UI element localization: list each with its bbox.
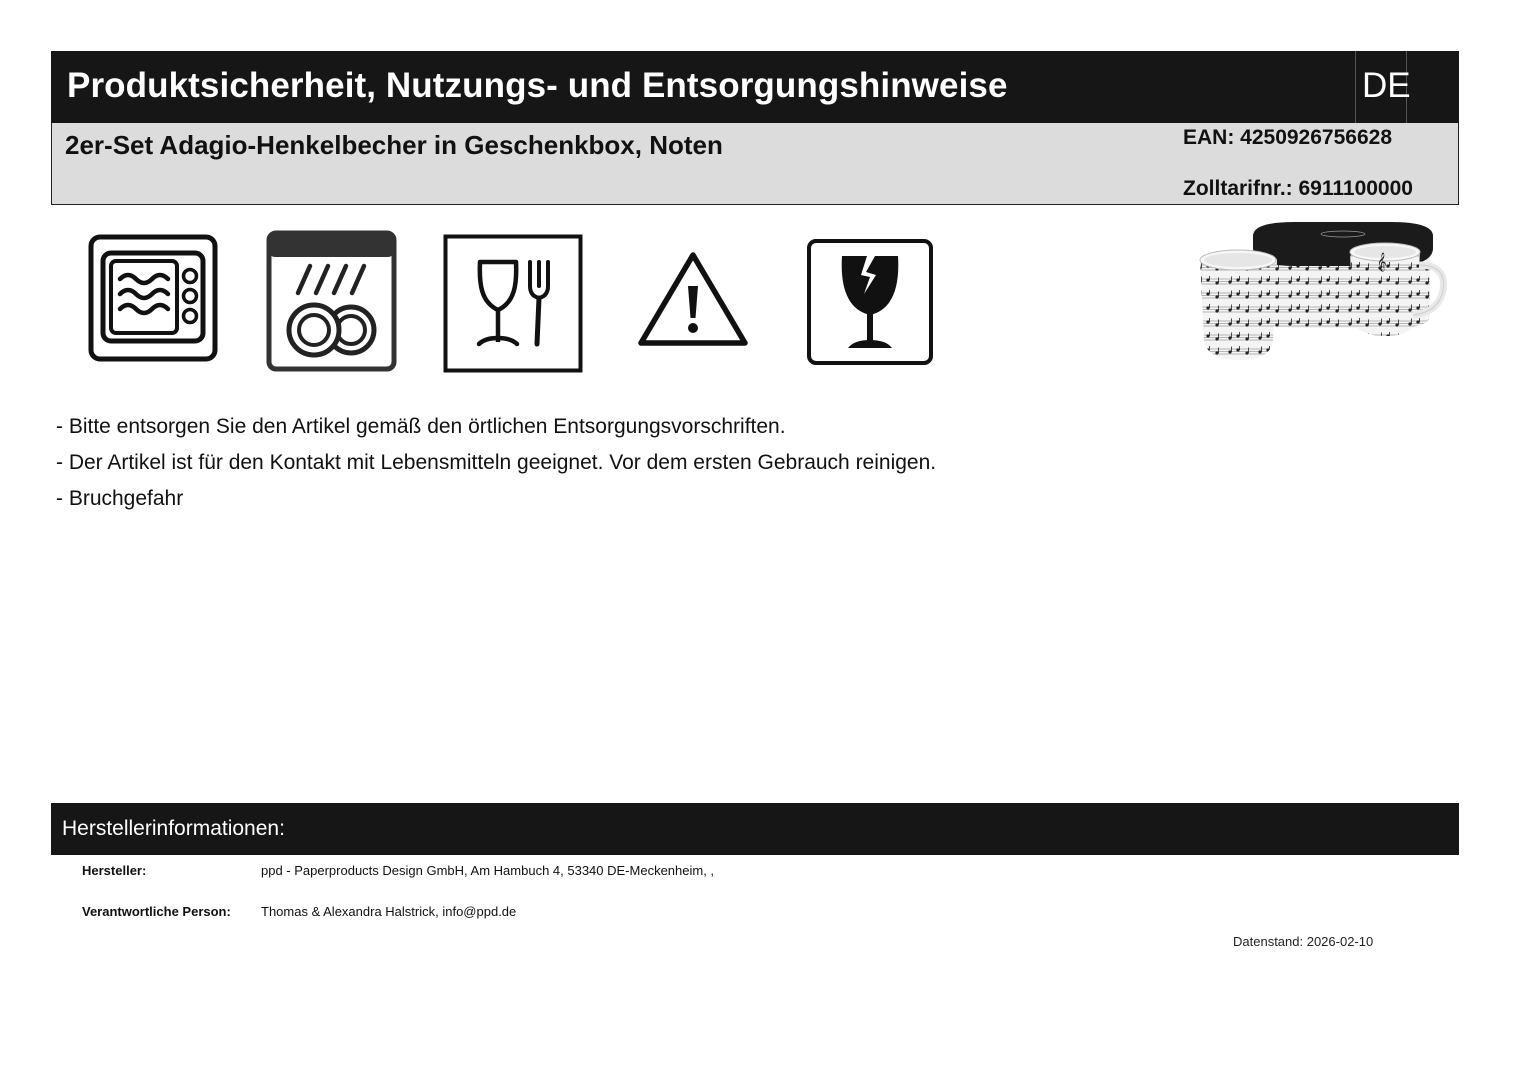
note-item: - Bruchgefahr — [56, 487, 184, 510]
food-safe-icon — [443, 234, 583, 373]
product-name: 2er-Set Adagio-Henkelbecher in Geschenkbox, Noten — [65, 130, 723, 160]
microwave-icon — [88, 234, 218, 362]
customs-number: Zolltarifnr.: 6911100000 — [1183, 177, 1413, 200]
product-bar — [51, 123, 1459, 205]
language-box — [1355, 51, 1411, 123]
note-item: - Bitte entsorgen Sie den Artikel gemäß den örtlichen Entsorgungsvorschriften. — [56, 415, 786, 438]
note-item: - Der Artikel ist für den Kontakt mit Lebensmitteln geeignet. Vor dem ersten Gebrauch reinigen. — [56, 451, 937, 474]
svg-text:𝄞: 𝄞 — [1377, 252, 1387, 271]
ean-number: EAN: 4250926756628 — [1183, 126, 1392, 149]
notes-list — [56, 412, 936, 520]
warning-icon — [636, 248, 750, 350]
header-bar — [51, 51, 1459, 123]
data-date: Datenstand: 2026-02-10 — [1233, 934, 1374, 949]
dishwasher-icon — [266, 230, 397, 372]
product-image — [1195, 220, 1450, 365]
responsible-person-value: Thomas & Alexandra Halstrick, info@ppd.de — [261, 904, 517, 919]
responsible-person-label: Verantwortliche Person: — [82, 904, 231, 919]
language-label: DE — [1362, 66, 1411, 105]
manufacturer-section-title: Herstellerinformationen: — [62, 817, 285, 840]
fragile-icon — [806, 238, 934, 366]
manufacturer-bar — [51, 803, 1459, 855]
manufacturer-value: ppd - Paperproducts Design GmbH, Am Hambuch 4, 53340 DE-Meckenheim, , — [261, 863, 715, 878]
page-title: Produktsicherheit, Nutzungs- und Entsorgungshinweise — [67, 66, 1008, 105]
manufacturer-label: Hersteller: — [82, 863, 147, 878]
